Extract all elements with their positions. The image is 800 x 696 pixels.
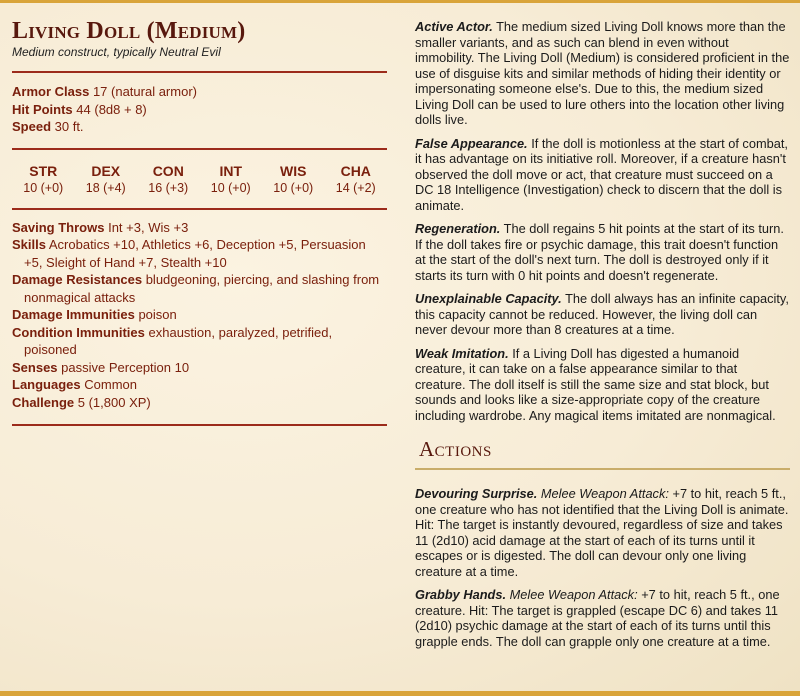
ability-score: 10 (+0): [273, 180, 314, 195]
ability-score: 14 (+2): [335, 180, 376, 195]
senses-line: [12, 359, 387, 377]
ability-score: 10 (+0): [23, 180, 64, 195]
monster-type: Medium construct, typically Neutral Evil: [12, 45, 221, 59]
detail-label: Damage Immunities: [12, 307, 135, 322]
hit-points-line: [12, 101, 387, 119]
action-grabby-hands: [415, 587, 790, 649]
action-attack-type: Melee Weapon Attack:: [540, 486, 669, 501]
challenge-line: [12, 394, 387, 412]
detail-value: Common: [84, 377, 137, 392]
damage-immunities-line: [12, 306, 387, 324]
saving-throws-line: [12, 219, 387, 237]
ability-con: [137, 162, 200, 196]
languages-line: [12, 376, 387, 394]
action-name: Devouring Surprise.: [415, 486, 538, 501]
detail-label: Languages: [12, 377, 81, 392]
condition-immunities-line: [12, 324, 387, 359]
trait-name: Regeneration.: [415, 221, 501, 236]
ability-int: [200, 162, 263, 196]
divider: [12, 424, 387, 426]
ability-name: CON: [152, 162, 184, 179]
divider: [12, 148, 387, 150]
action-name: Grabby Hands.: [415, 587, 507, 602]
detail-label: Saving Throws: [12, 219, 105, 235]
divider: [12, 208, 387, 210]
detail-label: Damage Resistances: [12, 272, 143, 287]
detail-label: Challenge: [12, 394, 75, 410]
detail-label: Senses: [12, 359, 58, 375]
trait-text: The doll regains 5 hit points at the start of its turn. If the doll takes fire or psychic damage, this trait doesn't function at the start of the doll's next turn. The doll is destroyed only if it starts its turn with 0 hit points and doesn't regenerate.: [415, 221, 784, 283]
trait-text: If the doll is motionless at the start of combat, it has advantage on its initiative roll. Moreover, if a creature hasn't observed the doll move or act, that creature must succeed on a DC 18 Intelligence (Investigation) check to discern that the doll is animate.: [415, 135, 788, 213]
ability-scores: [12, 162, 387, 196]
trait-name: Active Actor.: [415, 19, 493, 34]
ability-score: 18 (+4): [85, 180, 126, 195]
hit-points-label: Hit Points: [12, 101, 73, 117]
ability-name: WIS: [280, 162, 307, 179]
actions-heading: Actions: [419, 437, 492, 461]
ability-name: INT: [219, 162, 243, 179]
trait-weak-imitation: [415, 346, 790, 424]
trait-regeneration: [415, 221, 790, 283]
speed-label: Speed: [12, 119, 52, 134]
stat-block-right-column: [415, 3, 790, 657]
ability-score: 10 (+0): [210, 180, 251, 195]
trait-false-appearance: [415, 136, 790, 214]
ability-name: STR: [29, 162, 58, 179]
trait-name: False Appearance.: [415, 135, 528, 151]
detail-value: 5 (1,800 XP): [77, 394, 151, 410]
detail-label: Skills: [12, 237, 46, 252]
trait-name: Unexplainable Capacity.: [415, 291, 562, 306]
detail-value: exhaustion, paralyzed, petrified, poisoned: [24, 324, 333, 357]
actions-divider: [415, 468, 790, 470]
trait-active-actor: [415, 19, 790, 128]
skills-line: [12, 236, 387, 271]
armor-class-line: [12, 83, 387, 101]
action-text: +7 to hit, reach 5 ft., one creature who has not identified that the Living Doll is animate. Hit: The target is instantly devoured, regardless of size and takes 11 (2d10) acid damage at the start of each of its turns until it escapes or is digested. The doll can devour only one living creature at a time.: [415, 486, 789, 579]
speed-line: [12, 118, 387, 136]
action-text: +7 to hit, reach 5 ft., one creature. Hit: The target is grappled (escape DC 6) and takes 11 (2d10) psychic damage at the start of each of its turns until this grapple ends. The doll can grapple only one creature at a time.: [415, 587, 780, 649]
damage-resistances-line: [12, 271, 387, 306]
speed-value: 30 ft.: [54, 119, 84, 134]
stat-block-left-column: [12, 3, 387, 426]
action-devouring-surprise: [415, 486, 790, 579]
traits-list: [415, 19, 790, 423]
ability-wis: [262, 162, 325, 196]
actions-list: [415, 486, 790, 649]
ability-dex: [75, 162, 138, 196]
monster-name: Living Doll (Medium): [12, 18, 246, 44]
detail-value: poison: [138, 307, 177, 322]
armor-class-value: 17 (natural armor): [92, 84, 197, 99]
trait-text: The doll always has an infinite capacity, this capacity cannot be reduced. However, the living doll can never devour more than 8 creatures at a time.: [415, 291, 789, 337]
ability-str: [12, 162, 75, 196]
divider: [12, 71, 387, 73]
action-attack-type: Melee Weapon Attack:: [509, 587, 638, 602]
ability-cha: [325, 162, 388, 196]
monster-details: [12, 219, 387, 412]
hit-points-value: 44 (8d8 + 8): [76, 101, 147, 117]
basic-stats: [12, 83, 387, 136]
trait-text: If a Living Doll has digested a humanoid creature, it can take on a false appearance similar to that creature. The doll itself is still the same size and stat block, but sounds and looks like a size-appropriate copy of the creature including wardrobe. Any magical items imitated are nonmagical.: [415, 345, 776, 423]
trait-unexplainable-capacity: [415, 291, 790, 338]
ability-name: DEX: [91, 162, 121, 179]
ability-name: CHA: [340, 162, 371, 179]
armor-class-label: Armor Class: [12, 84, 90, 99]
detail-label: Condition Immunities: [12, 324, 145, 340]
ability-score: 16 (+3): [148, 180, 189, 195]
trait-text: The medium sized Living Doll knows more than the smaller variants, and as such can blend in even without immobility. The Living Doll (Medium) is considered proficient in the use of disguise kits and similar methods of hiding their identity or impersonating someone else's. Due to this, the medium sized Living Doll can be used to lure others into the location other living dolls live.: [415, 19, 790, 127]
detail-value: bludgeoning, piercing, and slashing from nonmagical attacks: [24, 272, 380, 305]
detail-value: passive Perception 10: [61, 359, 190, 375]
detail-value: Int +3, Wis +3: [108, 219, 189, 235]
trait-name: Weak Imitation.: [415, 345, 509, 361]
detail-value: Acrobatics +10, Athletics +6, Deception +5, Persuasion +5, Sleight of Hand +7, Stealth +10: [24, 237, 366, 270]
